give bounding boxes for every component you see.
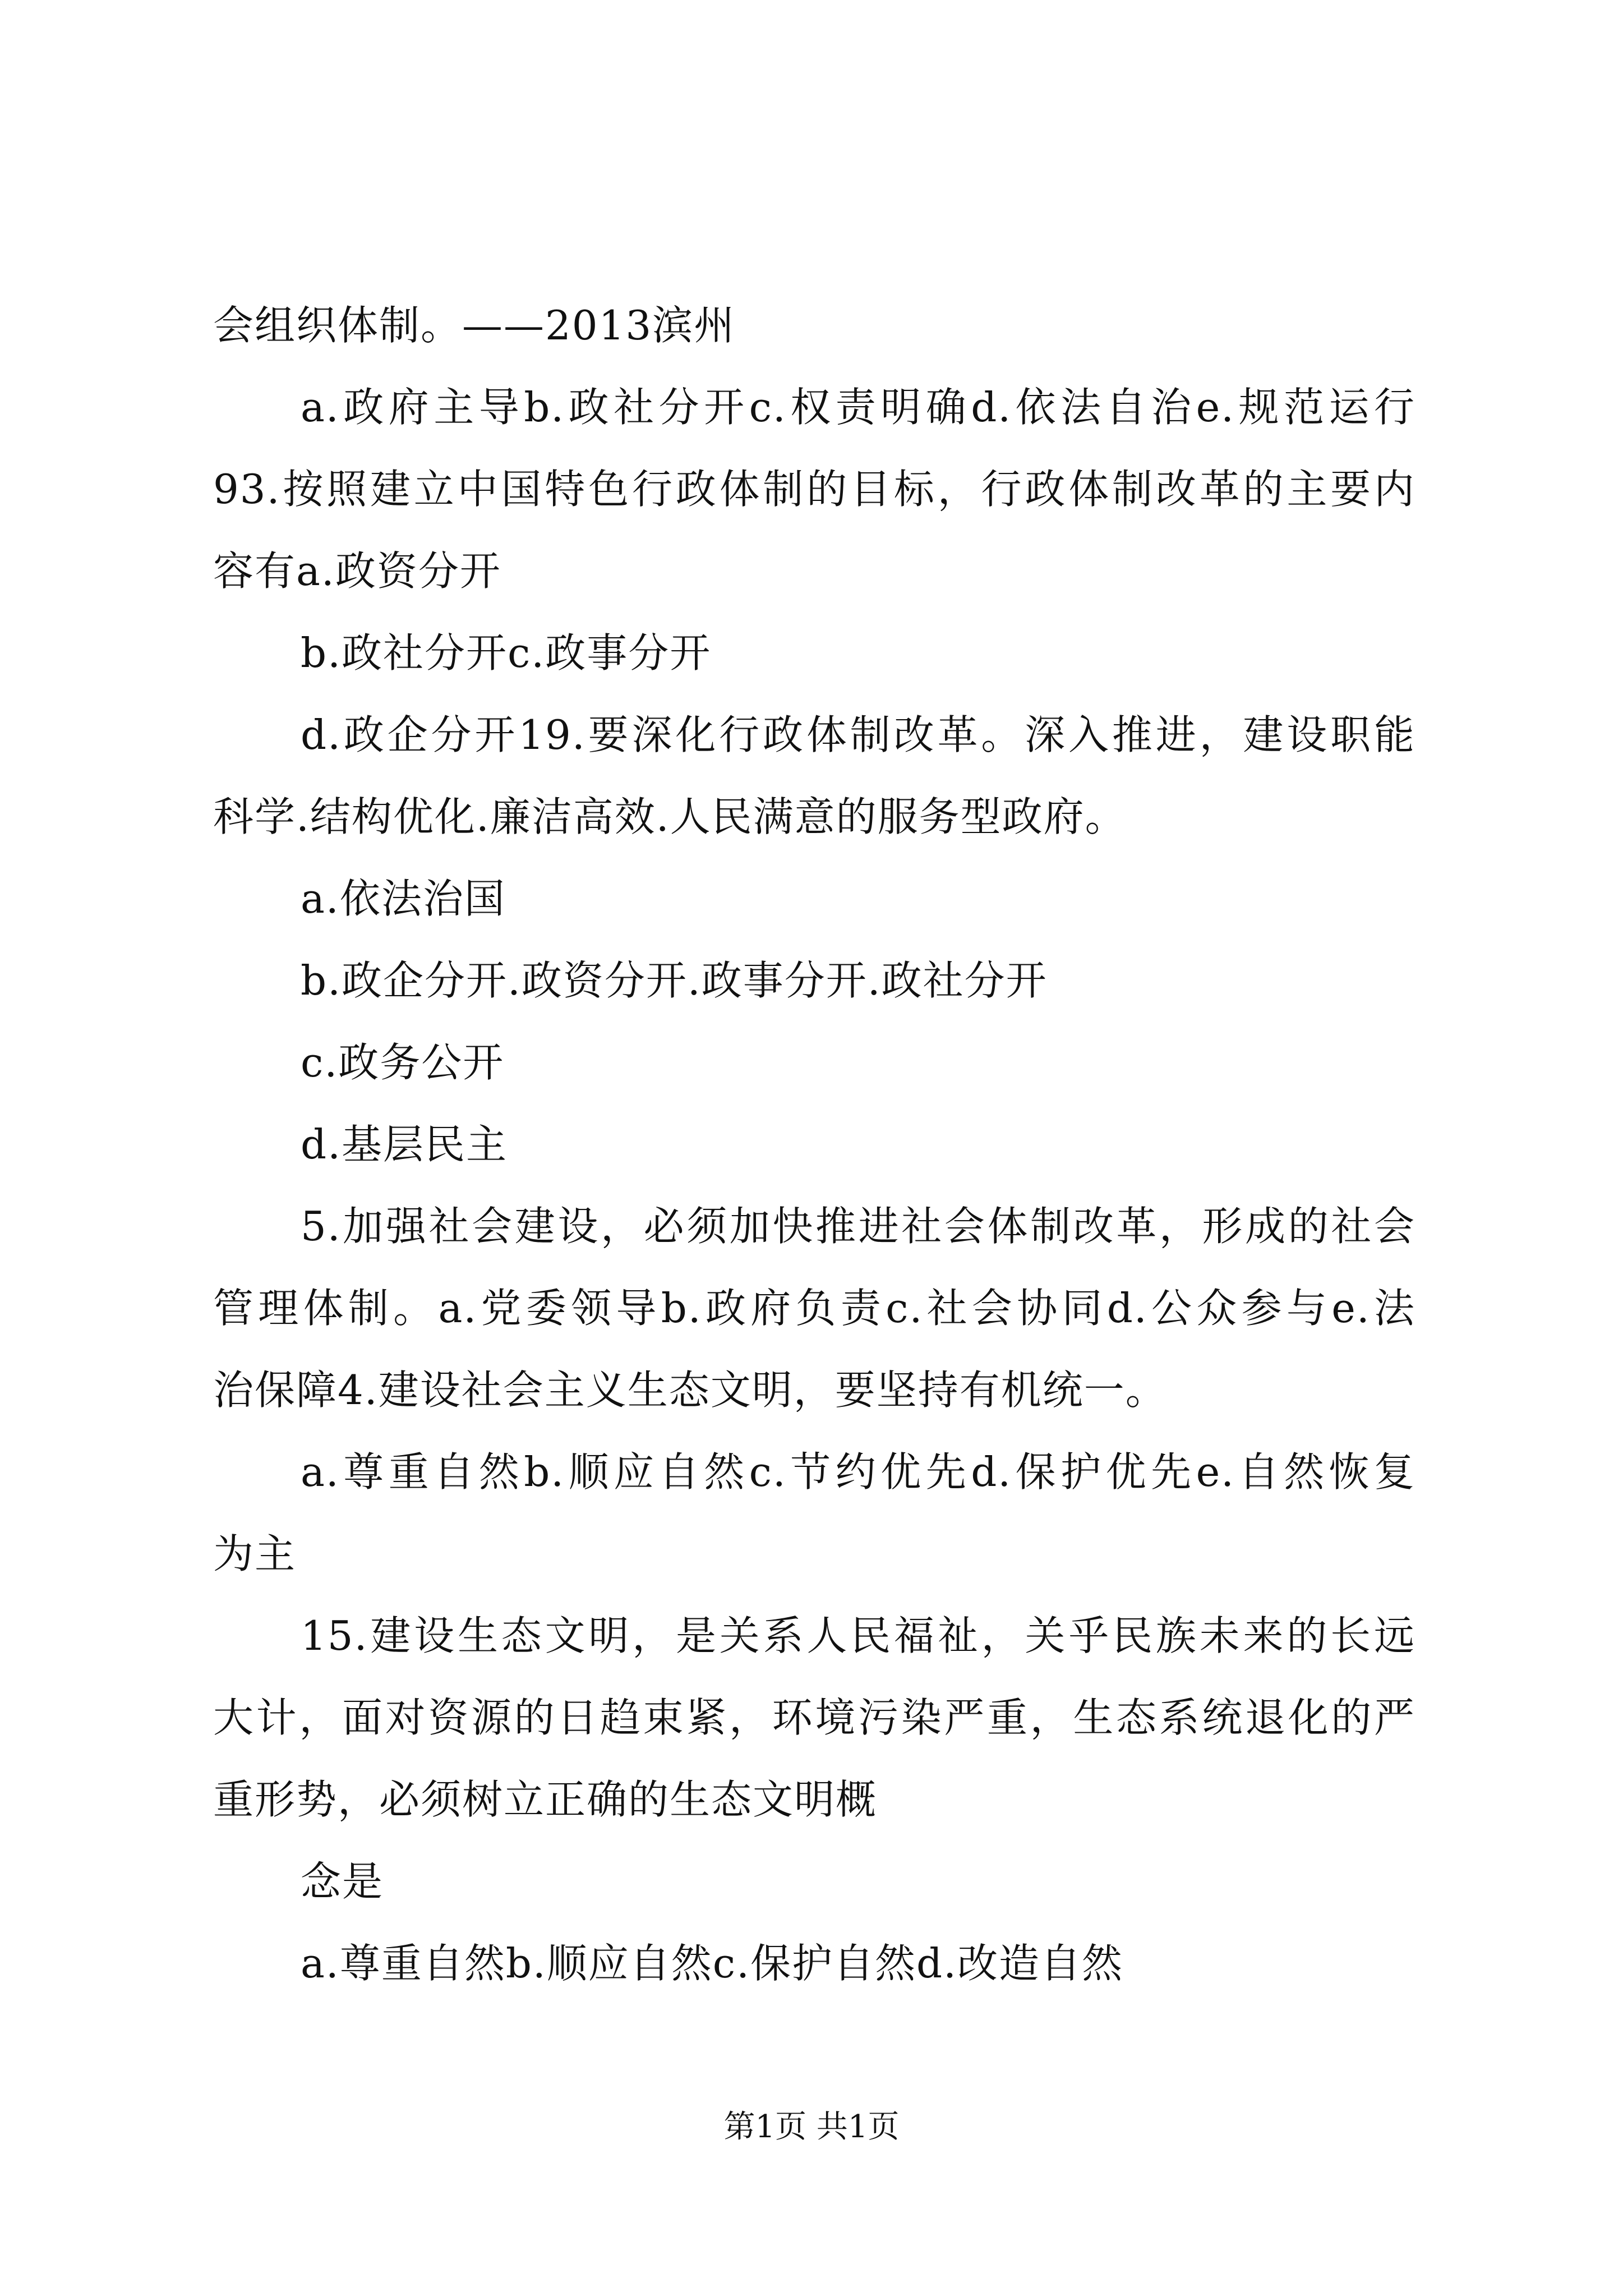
text-line: 93.按照建立中国特色行政体制的目标，行政体制改革的主要内 <box>213 466 1415 513</box>
text-line: a.政府主导b.政社分开c.权责明确d.依法自治e.规范运行 <box>301 384 1415 431</box>
page-footer: 第1页 共1页 <box>723 2109 900 2145</box>
text-line: d.政企分开19.要深化行政体制改革。深入推进，建设职能 <box>301 711 1415 758</box>
text-line: 管理体制。a.党委领导b.政府负责c.社会协同d.公众参与e.法 <box>213 1285 1415 1332</box>
text-line: 治保障4.建设社会主义生态文明，要坚持有机统一。 <box>213 1366 1167 1414</box>
text-line: 重形势，必须树立正确的生态文明概 <box>213 1776 878 1823</box>
text-line: a.尊重自然b.顺应自然c.节约优先d.保护优先e.自然恢复 <box>301 1448 1415 1496</box>
text-line: 大计，面对资源的日趋束紧，环境污染严重，生态系统退化的严 <box>213 1694 1415 1741</box>
text-line: b.政企分开.政资分开.政事分开.政社分开 <box>301 957 1048 1004</box>
text-line: 容有a.政资分开 <box>213 547 501 595</box>
text-line: 念是 <box>301 1858 384 1905</box>
text-line: b.政社分开c.政事分开 <box>301 629 712 677</box>
text-line: 5.加强社会建设，必须加快推进社会体制改革，形成的社会 <box>301 1203 1415 1250</box>
text-line: 科学.结构优化.廉洁高效.人民满意的服务型政府。 <box>213 793 1127 840</box>
text-line: 为主 <box>213 1530 297 1577</box>
text-line: a.尊重自然b.顺应自然c.保护自然d.改造自然 <box>301 1940 1123 1987</box>
text-line: c.政务公开 <box>301 1039 505 1086</box>
text-line: d.基层民主 <box>301 1121 508 1168</box>
text-line: 15.建设生态文明，是关系人民福祉，关乎民族未来的长远 <box>301 1612 1415 1659</box>
text-line: a.依法治国 <box>301 875 506 922</box>
text-line: 会组织体制。——2013滨州 <box>213 302 736 349</box>
